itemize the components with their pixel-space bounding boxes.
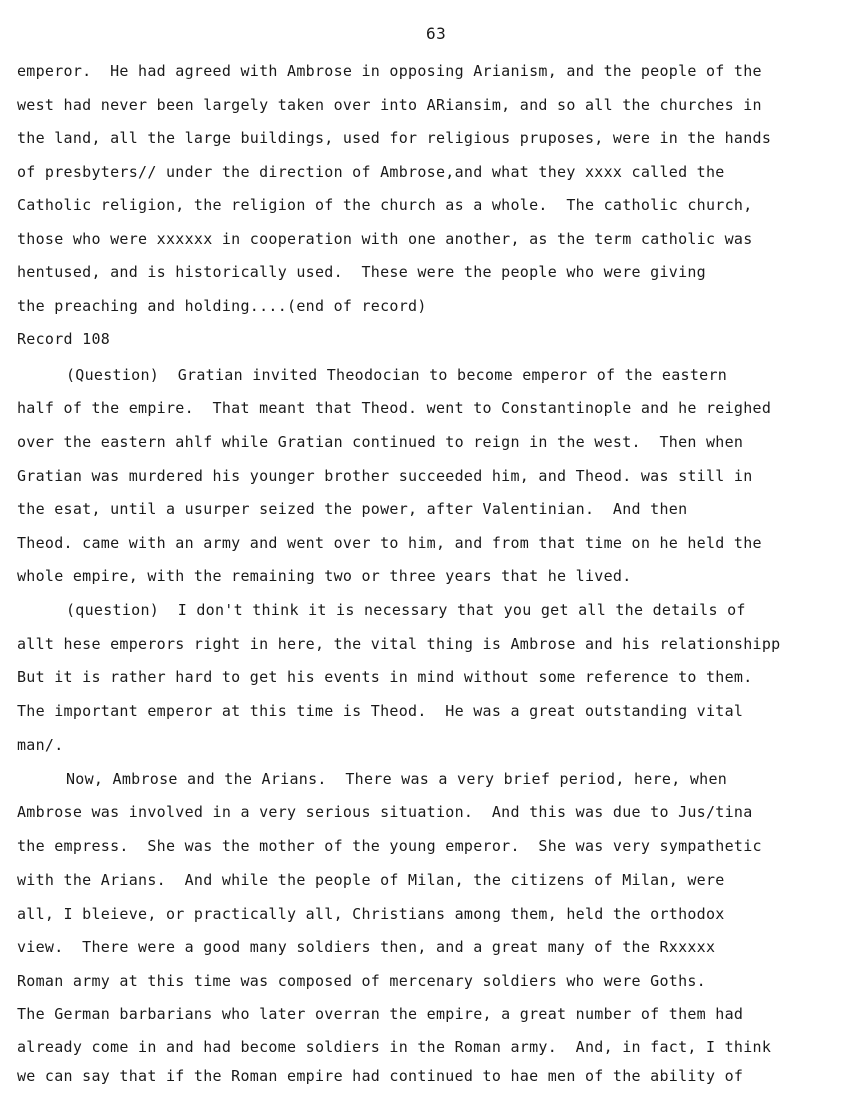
text-line: Roman army at this time was composed of mercenary soldiers who were Goths. <box>17 972 706 990</box>
text-line: Catholic religion, the religion of the church as a whole. The catholic church, <box>17 196 753 214</box>
text-line: man/. <box>17 736 64 754</box>
text-line: view. There were a good many soldiers then, and a great many of the Rxxxxx <box>17 938 716 956</box>
text-line: the empress. She was the mother of the young emperor. She was very sympathetic <box>17 837 762 855</box>
text-line: over the eastern ahlf while Gratian continued to reign in the west. Then when <box>17 433 744 451</box>
page-number: 63 <box>426 24 447 43</box>
text-line: Now, Ambrose and the Arians. There was a very brief period, here, when <box>66 770 728 788</box>
text-line: the esat, until a usurper seized the power, after Valentinian. And then <box>17 500 688 518</box>
text-line: the preaching and holding....(end of record) <box>17 297 427 315</box>
text-line: already come in and had become soldiers in the Roman army. And, in fact, I think <box>17 1038 772 1056</box>
text-line: half of the empire. That meant that Theod. went to Constantinople and he reighed <box>17 399 772 417</box>
text-line: emperor. He had agreed with Ambrose in opposing Arianism, and the people of the <box>17 62 762 80</box>
text-line: west had never been largely taken over into ARiansim, and so all the churches in <box>17 96 762 114</box>
text-line: Ambrose was involved in a very serious situation. And this was due to Jus/tina <box>17 803 753 821</box>
text-line: (question) I don't think it is necessary that you get all the details of <box>66 601 746 619</box>
text-line: Theod. came with an army and went over to him, and from that time on he held the <box>17 534 762 552</box>
text-line: hentused, and is historically used. These were the people who were giving <box>17 263 706 281</box>
record-heading: Record 108 <box>17 330 111 348</box>
text-line: with the Arians. And while the people of Milan, the citizens of Milan, were <box>17 871 725 889</box>
text-line: whole empire, with the remaining two or three years that he lived. <box>17 567 632 585</box>
text-line: The important emperor at this time is Theod. He was a great outstanding vital <box>17 702 744 720</box>
text-line: The German barbarians who later overran the empire, a great number of them had <box>17 1005 744 1023</box>
text-line: allt hese emperors right in here, the vital thing is Ambrose and his relationshipp <box>17 635 781 653</box>
text-line: (Question) Gratian invited Theodocian to become emperor of the eastern <box>66 366 728 384</box>
text-line: Gratian was murdered his younger brother succeeded him, and Theod. was still in <box>17 467 753 485</box>
text-line: of presbyters// under the direction of Ambrose,and what they xxxx called the <box>17 163 725 181</box>
text-line: the land, all the large buildings, used for religious pruposes, were in the hands <box>17 129 772 147</box>
text-line: those who were xxxxxx in cooperation with one another, as the term catholic was <box>17 230 753 248</box>
text-line: all, I bleieve, or practically all, Christians among them, held the orthodox <box>17 905 725 923</box>
text-line: But it is rather hard to get his events in mind without some reference to them. <box>17 668 753 686</box>
text-line: we can say that if the Roman empire had continued to hae men of the ability of <box>17 1067 744 1085</box>
